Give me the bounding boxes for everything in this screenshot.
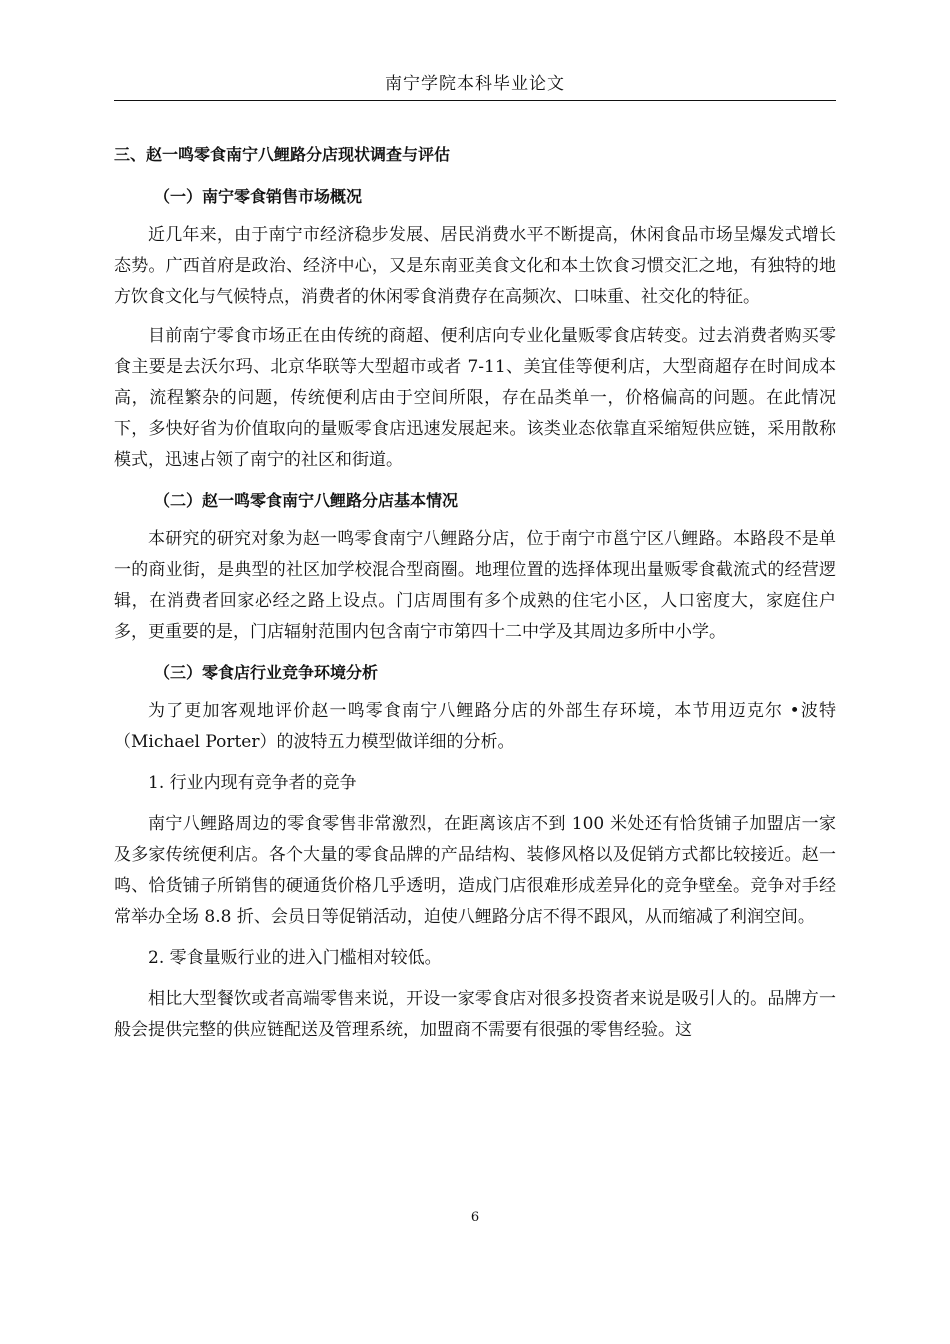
section-heading: 三、赵一鸣零食南宁八鲤路分店现状调查与评估: [114, 145, 451, 164]
paragraph-entry-barrier: 相比大型餐饮或者高端零售来说，开设一家零食店对很多投资者来说是吸引人的。品牌方一般会提供完整的供应链配送及管理系统，加盟商不需要有很强的零售经验。这: [114, 989, 836, 1040]
subsection-heading-3: （三）零食店行业竞争环境分析: [154, 663, 379, 682]
subsection-heading-2: （二）赵一鸣零食南宁八鲤路分店基本情况: [154, 491, 459, 510]
paragraph-market-overview-1: 近几年来，由于南宁市经济稳步发展、居民消费水平不断提高，休闲食品市场呈爆发式增长态势。广西首府是政治、经济中心，又是东南亚美食文化和本土饮食习惯交汇之地，有独特的地方饮食文化与气候特点，消费者的休闲零食消费存在高频次、口味重、社交化的特征。: [114, 225, 836, 307]
header-divider: [114, 100, 836, 101]
page-number: 6: [470, 1210, 480, 1225]
paragraph-competition-intro: 为了更加客观地评价赵一鸣零食南宁八鲤路分店的外部生存环境，本节用迈克尔 •波特（Michael Porter）的波特五力模型做详细的分析。: [114, 701, 836, 752]
page-body: [114, 140, 836, 1054]
paragraph-existing-competitors: 南宁八鲤路周边的零食零售非常激烈，在距离该店不到 100 米处还有恰货铺子加盟店一家及多家传统便利店。各个大量的零食品牌的产品结构、装修风格以及促销方式都比较接近。赵一鸣、恰货铺子所销售的硬通货价格几乎透明，造成门店很难形成差异化的竞争壁垒。竞争对手经常举办全场 8.8 折、会员日等促销活动，迫使八鲤路分店不得不跟风，从而缩减了利润空间。: [114, 814, 836, 927]
paragraph-store-basics: 本研究的研究对象为赵一鸣零食南宁八鲤路分店，位于南宁市邕宁区八鲤路。本路段不是单一的商业街，是典型的社区加学校混合型商圈。地理位置的选择体现出量贩零食截流式的经营逻辑，在消费者回家必经之路上设点。门店周围有多个成熟的住宅小区，人口密度大，家庭住户多，更重要的是，门店辐射范围内包含南宁市第四十二中学及其周边多所中小学。: [114, 529, 836, 642]
list-item-title-1: 1. 行业内现有竞争者的竞争: [148, 773, 357, 793]
paragraph-market-overview-2: 目前南宁零食市场正在由传统的商超、便利店向专业化量贩零食店转变。过去消费者购买零食主要是去沃尔玛、北京华联等大型超市或者 7-11、美宜佳等便利店，大型商超存在时间成本高，流程繁杂的问题，传统便利店由于空间所限，存在品类单一，价格偏高的问题。在此情况下，多快好省为价值取向的量贩零食店迅速发展起来。该类业态依靠直采缩短供应链，采用散称模式，迅速占领了南宁的社区和街道。: [114, 326, 836, 470]
running-header: 南宁学院本科毕业论文: [385, 74, 565, 94]
subsection-heading-1: （一）南宁零食销售市场概况: [154, 187, 363, 206]
list-item-title-2: 2. 零食量贩行业的进入门槛相对较低。: [148, 948, 442, 968]
